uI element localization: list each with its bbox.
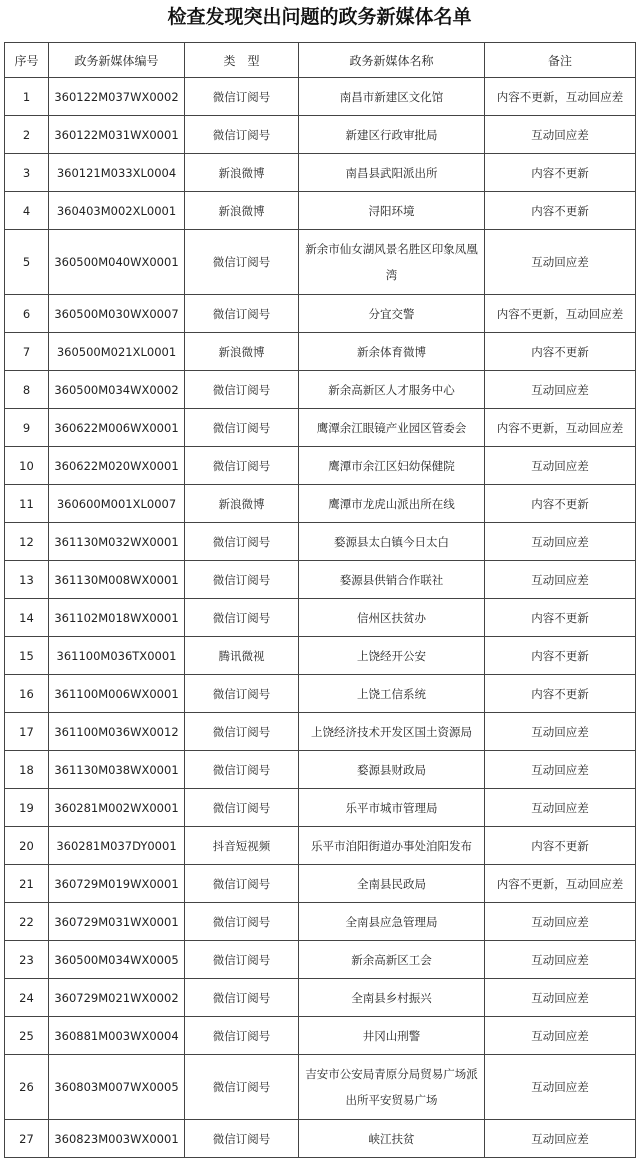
cell-media-name: 信州区扶贫办 — [299, 599, 485, 637]
cell-media-name: 吉安市公安局青原分局贸易广场派出所平安贸易广场 — [299, 1055, 485, 1120]
cell-media-name: 全南县应急管理局 — [299, 903, 485, 941]
cell-no: 5 — [5, 230, 49, 295]
cell-no: 18 — [5, 751, 49, 789]
cell-media-type: 微信订阅号 — [185, 295, 299, 333]
cell-media-name: 婺源县财政局 — [299, 751, 485, 789]
header-note: 备注 — [485, 43, 636, 78]
cell-note: 互动回应差 — [485, 1055, 636, 1120]
cell-media-name: 浔阳环境 — [299, 192, 485, 230]
cell-media-name: 新余体育微博 — [299, 333, 485, 371]
table-row — [5, 523, 636, 561]
cell-no: 24 — [5, 979, 49, 1017]
table-row — [5, 485, 636, 523]
cell-no: 17 — [5, 713, 49, 751]
cell-no: 7 — [5, 333, 49, 371]
cell-media-id: 360881M003WX0004 — [49, 1017, 185, 1055]
cell-note: 内容不更新 — [485, 333, 636, 371]
cell-media-type: 微信订阅号 — [185, 751, 299, 789]
cell-note: 内容不更新 — [485, 599, 636, 637]
cell-media-name: 峡江扶贫 — [299, 1120, 485, 1158]
table-row — [5, 827, 636, 865]
table-row — [5, 979, 636, 1017]
cell-media-type: 抖音短视频 — [185, 827, 299, 865]
table-row — [5, 675, 636, 713]
cell-media-id: 360122M031WX0001 — [49, 116, 185, 154]
cell-no: 27 — [5, 1120, 49, 1158]
cell-media-id: 361130M032WX0001 — [49, 523, 185, 561]
table-row — [5, 903, 636, 941]
cell-note: 互动回应差 — [485, 979, 636, 1017]
cell-media-id: 361102M018WX0001 — [49, 599, 185, 637]
cell-media-name: 上饶工信系统 — [299, 675, 485, 713]
cell-media-name: 乐平市城市管理局 — [299, 789, 485, 827]
cell-media-id: 360121M033XL0004 — [49, 154, 185, 192]
cell-note: 互动回应差 — [485, 523, 636, 561]
cell-note: 内容不更新，互动回应差 — [485, 865, 636, 903]
table-row — [5, 1017, 636, 1055]
cell-media-name: 鹰潭余江眼镜产业园区管委会 — [299, 409, 485, 447]
cell-media-id: 360729M031WX0001 — [49, 903, 185, 941]
cell-media-name: 鹰潭市余江区妇幼保健院 — [299, 447, 485, 485]
cell-media-id: 360500M030WX0007 — [49, 295, 185, 333]
cell-media-id: 360600M001XL0007 — [49, 485, 185, 523]
cell-media-type: 微信订阅号 — [185, 230, 299, 295]
cell-note: 互动回应差 — [485, 751, 636, 789]
table-row — [5, 751, 636, 789]
media-list-table — [4, 42, 636, 1158]
cell-media-name: 新余市仙女湖风景名胜区印象凤凰湾 — [299, 230, 485, 295]
table-row — [5, 865, 636, 903]
cell-note: 互动回应差 — [485, 941, 636, 979]
header-id: 政务新媒体编号 — [49, 43, 185, 78]
cell-note: 内容不更新，互动回应差 — [485, 295, 636, 333]
cell-no: 6 — [5, 295, 49, 333]
table-row — [5, 789, 636, 827]
cell-media-id: 360622M006WX0001 — [49, 409, 185, 447]
cell-no: 1 — [5, 78, 49, 116]
table-row — [5, 409, 636, 447]
header-no: 序号 — [5, 43, 49, 78]
cell-media-id: 360122M037WX0002 — [49, 78, 185, 116]
cell-media-id: 360500M021XL0001 — [49, 333, 185, 371]
table-row — [5, 561, 636, 599]
cell-media-type: 微信订阅号 — [185, 78, 299, 116]
cell-media-name: 鹰潭市龙虎山派出所在线 — [299, 485, 485, 523]
cell-media-type: 微信订阅号 — [185, 903, 299, 941]
table-row — [5, 1120, 636, 1158]
cell-media-type: 微信订阅号 — [185, 713, 299, 751]
cell-media-type: 微信订阅号 — [185, 561, 299, 599]
cell-media-type: 微信订阅号 — [185, 675, 299, 713]
cell-note: 互动回应差 — [485, 1017, 636, 1055]
cell-media-id: 360622M020WX0001 — [49, 447, 185, 485]
cell-note: 内容不更新 — [485, 827, 636, 865]
cell-media-type: 新浪微博 — [185, 333, 299, 371]
cell-note: 内容不更新 — [485, 192, 636, 230]
cell-media-type: 微信订阅号 — [185, 599, 299, 637]
cell-media-id: 360500M034WX0005 — [49, 941, 185, 979]
cell-media-id: 360500M040WX0001 — [49, 230, 185, 295]
cell-no: 25 — [5, 1017, 49, 1055]
cell-media-type: 新浪微博 — [185, 192, 299, 230]
cell-note: 互动回应差 — [485, 230, 636, 295]
cell-media-id: 360500M034WX0002 — [49, 371, 185, 409]
cell-media-name: 新余高新区工会 — [299, 941, 485, 979]
cell-no: 8 — [5, 371, 49, 409]
cell-media-id: 360281M037DY0001 — [49, 827, 185, 865]
cell-media-type: 微信订阅号 — [185, 1017, 299, 1055]
table-row — [5, 154, 636, 192]
cell-media-id: 360729M021WX0002 — [49, 979, 185, 1017]
cell-media-name: 乐平市洎阳街道办事处洎阳发布 — [299, 827, 485, 865]
cell-note: 互动回应差 — [485, 116, 636, 154]
cell-no: 11 — [5, 485, 49, 523]
cell-media-type: 微信订阅号 — [185, 409, 299, 447]
cell-media-name: 婺源县供销合作联社 — [299, 561, 485, 599]
cell-media-type: 微信订阅号 — [185, 979, 299, 1017]
cell-media-type: 新浪微博 — [185, 154, 299, 192]
cell-note: 互动回应差 — [485, 447, 636, 485]
cell-no: 13 — [5, 561, 49, 599]
cell-no: 9 — [5, 409, 49, 447]
cell-media-name: 婺源县太白镇今日太白 — [299, 523, 485, 561]
cell-media-name: 全南县乡村振兴 — [299, 979, 485, 1017]
table-row — [5, 713, 636, 751]
cell-note: 互动回应差 — [485, 713, 636, 751]
cell-no: 22 — [5, 903, 49, 941]
cell-note: 互动回应差 — [485, 561, 636, 599]
cell-media-id: 360729M019WX0001 — [49, 865, 185, 903]
cell-media-name: 上饶经济技术开发区国土资源局 — [299, 713, 485, 751]
cell-media-type: 新浪微博 — [185, 485, 299, 523]
table-row — [5, 192, 636, 230]
cell-media-type: 微信订阅号 — [185, 371, 299, 409]
cell-media-id: 360281M002WX0001 — [49, 789, 185, 827]
cell-no: 20 — [5, 827, 49, 865]
cell-note: 内容不更新，互动回应差 — [485, 78, 636, 116]
cell-media-type: 微信订阅号 — [185, 1120, 299, 1158]
header-type: 类 型 — [185, 43, 299, 78]
table-row — [5, 333, 636, 371]
cell-media-name: 分宜交警 — [299, 295, 485, 333]
cell-media-id: 361100M036WX0012 — [49, 713, 185, 751]
cell-note: 内容不更新 — [485, 637, 636, 675]
cell-media-id: 361100M036TX0001 — [49, 637, 185, 675]
cell-media-name: 上饶经开公安 — [299, 637, 485, 675]
table-row — [5, 637, 636, 675]
cell-no: 21 — [5, 865, 49, 903]
cell-note: 互动回应差 — [485, 1120, 636, 1158]
cell-no: 19 — [5, 789, 49, 827]
table-row — [5, 941, 636, 979]
cell-note: 内容不更新 — [485, 485, 636, 523]
cell-media-type: 微信订阅号 — [185, 523, 299, 561]
cell-media-type: 腾讯微视 — [185, 637, 299, 675]
cell-media-id: 360803M007WX0005 — [49, 1055, 185, 1120]
table-header-row — [5, 43, 636, 78]
table-row — [5, 1055, 636, 1120]
cell-no: 4 — [5, 192, 49, 230]
cell-media-name: 南昌市新建区文化馆 — [299, 78, 485, 116]
cell-media-name: 全南县民政局 — [299, 865, 485, 903]
cell-no: 3 — [5, 154, 49, 192]
cell-media-id: 361100M006WX0001 — [49, 675, 185, 713]
page-title: 检查发现突出问题的政务新媒体名单 — [167, 6, 472, 28]
table-row — [5, 371, 636, 409]
header-name: 政务新媒体名称 — [299, 43, 485, 78]
cell-media-name: 新建区行政审批局 — [299, 116, 485, 154]
cell-note: 互动回应差 — [485, 371, 636, 409]
cell-no: 2 — [5, 116, 49, 154]
cell-media-type: 微信订阅号 — [185, 1055, 299, 1120]
cell-note: 内容不更新，互动回应差 — [485, 409, 636, 447]
cell-media-type: 微信订阅号 — [185, 116, 299, 154]
cell-no: 16 — [5, 675, 49, 713]
cell-no: 12 — [5, 523, 49, 561]
cell-media-name: 新余高新区人才服务中心 — [299, 371, 485, 409]
table-row — [5, 295, 636, 333]
table-row — [5, 78, 636, 116]
cell-no: 26 — [5, 1055, 49, 1120]
cell-media-type: 微信订阅号 — [185, 789, 299, 827]
cell-media-type: 微信订阅号 — [185, 865, 299, 903]
table-row — [5, 599, 636, 637]
table-body — [5, 78, 636, 1158]
cell-media-id: 361130M038WX0001 — [49, 751, 185, 789]
cell-media-name: 井冈山刑警 — [299, 1017, 485, 1055]
cell-no: 15 — [5, 637, 49, 675]
cell-media-id: 360403M002XL0001 — [49, 192, 185, 230]
cell-note: 内容不更新 — [485, 675, 636, 713]
cell-media-type: 微信订阅号 — [185, 941, 299, 979]
cell-no: 14 — [5, 599, 49, 637]
cell-note: 互动回应差 — [485, 789, 636, 827]
table-row — [5, 230, 636, 295]
cell-media-id: 361130M008WX0001 — [49, 561, 185, 599]
cell-note: 内容不更新 — [485, 154, 636, 192]
cell-media-id: 360823M003WX0001 — [49, 1120, 185, 1158]
cell-media-type: 微信订阅号 — [185, 447, 299, 485]
table-row — [5, 447, 636, 485]
cell-no: 23 — [5, 941, 49, 979]
cell-note: 互动回应差 — [485, 903, 636, 941]
table-row — [5, 116, 636, 154]
cell-no: 10 — [5, 447, 49, 485]
cell-media-name: 南昌县武阳派出所 — [299, 154, 485, 192]
